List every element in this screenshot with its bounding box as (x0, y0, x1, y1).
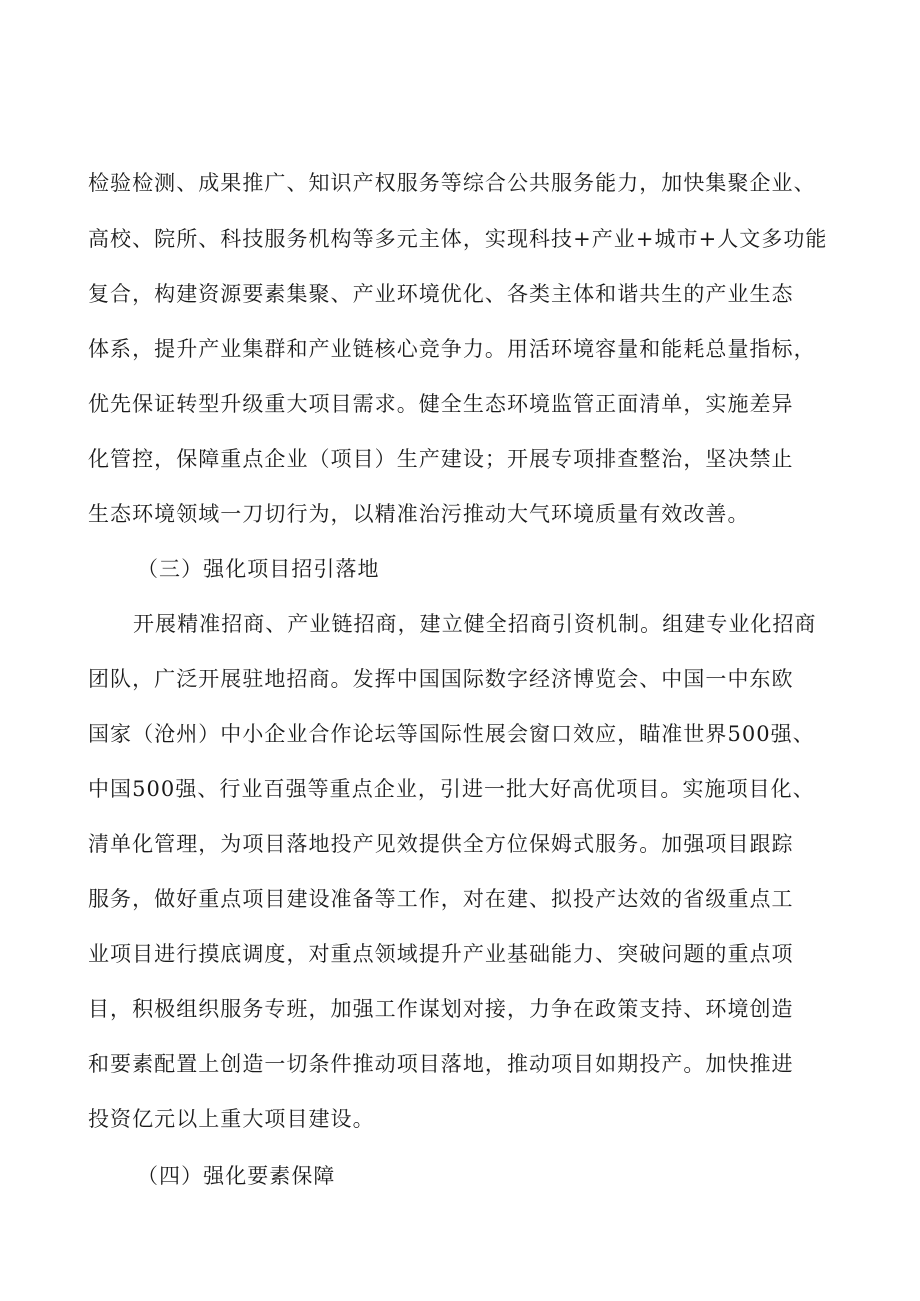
section-heading-4: （四）强化要素保障 (137, 1164, 336, 1188)
paragraph-1-line-4: 体系，提升产业集群和产业链核心竞争力。用活环境容量和能耗总量指标， (88, 337, 816, 361)
paragraph-1-line-2: 高校、院所、科技服务机构等多元主体，实现科技+产业+城市+人文多功能 (88, 227, 828, 251)
paragraph-2-line-4: 中国500强、行业百强等重点企业，引进一批大好高优项目。实施项目化、 (88, 777, 815, 801)
paragraph-2-line-2: 团队，广泛开展驻地招商。发挥中国国际数字经济博览会、中国一中东欧 (88, 667, 794, 691)
paragraph-2-line-8: 目，积极组织服务专班，加强工作谋划对接，力争在政策支持、环境创造 (88, 997, 794, 1021)
paragraph-2-line-6: 服务，做好重点项目建设准备等工作，对在建、拟投产达效的省级重点工 (88, 887, 794, 911)
paragraph-2-line-1: 开展精准招商、产业链招商，建立健全招商引资机制。组建专业化招商 (133, 612, 817, 636)
paragraph-2-line-9: 和要素配置上创造一切条件推动项目落地，推动项目如期投产。加快推进 (88, 1052, 794, 1076)
paragraph-2-line-10: 投资亿元以上重大项目建设。 (88, 1107, 375, 1131)
paragraph-1-line-6: 化管控，保障重点企业（项目）生产建设；开展专项排查整治，坚决禁止 (88, 447, 794, 471)
paragraph-1-line-1: 检验检测、成果推广、知识产权服务等综合公共服务能力，加快集聚企业、 (88, 171, 816, 195)
section-heading-3: （三）强化项目招引落地 (137, 557, 380, 581)
paragraph-2-line-7: 业项目进行摸底调度，对重点领域提升产业基础能力、突破问题的重点项 (88, 942, 794, 966)
paragraph-1-line-3: 复合，构建资源要素集聚、产业环境优化、各类主体和谐共生的产业生态 (88, 282, 794, 306)
paragraph-2-line-5: 清单化管理，为项目落地投产见效提供全方位保姆式服务。加强项目跟踪 (88, 832, 794, 856)
paragraph-1-line-5: 优先保证转型升级重大项目需求。健全生态环境监管正面清单，实施差异 (88, 392, 794, 416)
paragraph-2-line-3: 国家（沧州）中小企业合作论坛等国际性展会窗口效应，瞄准世界500强、 (88, 722, 815, 746)
paragraph-1-line-7: 生态环境领域一刀切行为，以精准治污推动大气环境质量有效改善。 (88, 502, 750, 526)
